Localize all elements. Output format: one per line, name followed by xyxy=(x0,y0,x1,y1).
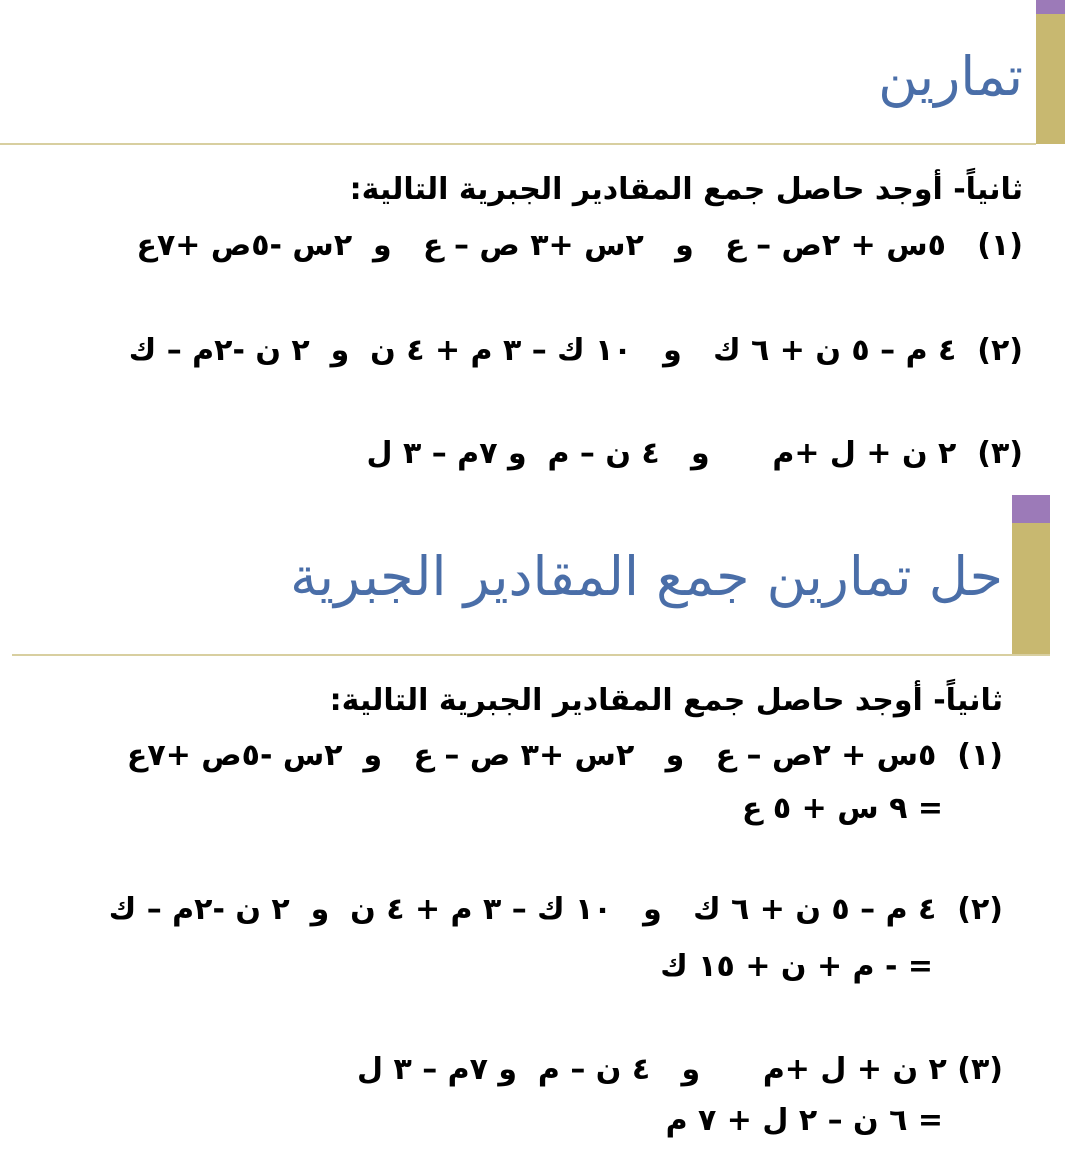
solution-slide xyxy=(0,495,1065,1170)
problem-2: (٢) ٤ م – ٥ ن + ٦ ك و ١٠ ك – ٣ م + ٤ ن و ٢ ن -٢م – ك xyxy=(128,333,1023,368)
problem-1: (١) ٥س + ٢ص – ع و ٢س +٣ ص – ع و ٢س -٥ص +٧ع xyxy=(136,228,1023,263)
title-divider xyxy=(0,143,1036,145)
answer-1: = ٩ س + ٥ ع xyxy=(741,791,943,826)
problem-1: (١) ٥س + ٢ص – ع و ٢س +٣ ص – ع و ٢س -٥ص +٧ع xyxy=(126,738,1003,773)
page-title: حل تمارين جمع المقادير الجبرية xyxy=(290,545,1003,608)
exercise-intro: ثانياً- أوجد حاصل جمع المقادير الجبرية التالية: xyxy=(329,683,1003,718)
exercise-intro: ثانياً- أوجد حاصل جمع المقادير الجبرية التالية: xyxy=(349,172,1023,207)
accent-bar-purple xyxy=(1036,0,1065,14)
title-divider xyxy=(12,654,1050,656)
problem-3: (٣) ٢ ن + ل +م و ٤ ن – م و ٧م – ٣ ل xyxy=(356,1052,1003,1087)
accent-bar-purple xyxy=(1012,495,1050,523)
page-title: تمارين xyxy=(878,45,1023,108)
problem-2: (٢) ٤ م – ٥ ن + ٦ ك و ١٠ ك – ٣ م + ٤ ن و ٢ ن -٢م – ك xyxy=(108,892,1003,927)
answer-3: = ٦ ن – ٢ ل + ٧ م xyxy=(665,1103,943,1138)
exercise-slide xyxy=(0,0,1065,495)
answer-2: = - م + ن + ١٥ ك xyxy=(660,949,933,984)
accent-bar-gold xyxy=(1012,523,1050,655)
problem-3: (٣) ٢ ن + ل +م و ٤ ن – م و ٧م – ٣ ل xyxy=(366,436,1023,471)
accent-bar-gold xyxy=(1036,14,1065,144)
